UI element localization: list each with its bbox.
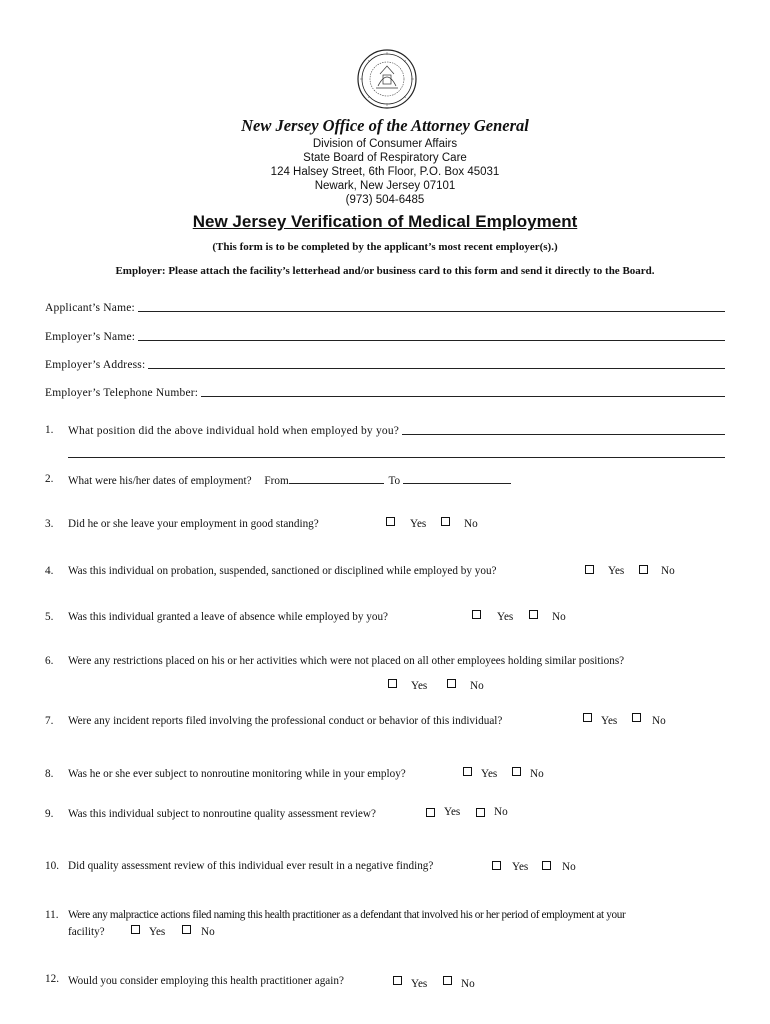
question-3-no-label: No [464, 518, 478, 530]
question-11-yes-label: Yes [149, 926, 166, 938]
question-6-number: 6. [45, 655, 54, 667]
question-5-no-checkbox[interactable] [529, 610, 538, 619]
question-2-text: What were his/her dates of employment? [68, 475, 252, 487]
question-9-yes-label: Yes [444, 806, 461, 818]
address-line-city: Newark, New Jersey 07101 [314, 180, 456, 192]
employer-address-field[interactable] [45, 357, 725, 371]
employer-phone-label: Employer’s Telephone Number: [45, 387, 199, 399]
question-6-no-checkbox[interactable] [447, 679, 456, 688]
question-7-number: 7. [45, 715, 54, 727]
question-12-no-checkbox[interactable] [443, 976, 452, 985]
applicant-name-field[interactable] [45, 300, 725, 314]
question-12-text: Would you consider employing this health practitioner again? [68, 975, 344, 987]
question-9-number: 9. [45, 808, 54, 820]
question-6-text: Were any restrictions placed on his or her activities which were not placed on all other employees holding similar positions? [68, 655, 625, 667]
question-11-yes-checkbox[interactable] [131, 925, 140, 934]
question-4-no-label: No [661, 565, 675, 577]
question-3-no-checkbox[interactable] [441, 517, 450, 526]
question-3-number: 3. [45, 518, 54, 530]
question-1-answer-line-2[interactable] [68, 457, 725, 458]
question-10-text: Did quality assessment review of this individual ever result in a negative finding? [68, 860, 434, 872]
question-9-no-label: No [494, 806, 508, 818]
question-11-no-label: No [201, 926, 215, 938]
question-10-yes-checkbox[interactable] [492, 861, 501, 870]
question-1-text: What position did the above individual hold when employed by you? [68, 425, 400, 437]
employer-phone-input[interactable] [201, 385, 725, 397]
question-4-number: 4. [45, 565, 54, 577]
question-10-no-checkbox[interactable] [542, 861, 551, 870]
question-4-yes-checkbox[interactable] [585, 565, 594, 574]
form-note-employer: Employer: Please attach the facility’s letterhead and/or business card to this form and send it directly to the Board. [115, 265, 655, 277]
employment-to-input[interactable] [403, 473, 511, 484]
address-line-division: Division of Consumer Affairs [312, 138, 458, 150]
applicant-name-label: Applicant’s Name: [45, 302, 135, 314]
question-1-number: 1. [45, 424, 54, 436]
question-2-to-label: To [388, 475, 401, 487]
question-8-yes-checkbox[interactable] [463, 767, 472, 776]
question-7-yes-checkbox[interactable] [583, 713, 592, 722]
question-1-answer-input[interactable] [402, 423, 725, 435]
question-8-no-label: No [530, 768, 544, 780]
question-5-text: Was this individual granted a leave of absence while employed by you? [68, 611, 389, 623]
question-8-number: 8. [45, 768, 54, 780]
question-8-yes-label: Yes [481, 768, 498, 780]
question-3-text: Did he or she leave your employment in good standing? [68, 518, 319, 530]
applicant-name-input[interactable] [138, 300, 725, 312]
question-11-no-checkbox[interactable] [182, 925, 191, 934]
question-11-text-continued: facility? [68, 926, 105, 938]
question-5-no-label: No [552, 611, 566, 623]
question-10-yes-label: Yes [512, 861, 529, 873]
question-7-yes-label: Yes [601, 715, 618, 727]
form-note-applicant: (This form is to be completed by the applicant’s most recent employer(s).) [212, 241, 558, 253]
question-12-no-label: No [461, 978, 475, 990]
question-3-yes-checkbox[interactable] [386, 517, 395, 526]
question-2-number: 2. [45, 473, 54, 485]
employer-address-label: Employer’s Address: [45, 359, 146, 371]
question-8-text: Was he or she ever subject to nonroutine monitoring while in your employ? [68, 768, 406, 780]
question-8-no-checkbox[interactable] [512, 767, 521, 776]
question-4-no-checkbox[interactable] [639, 565, 648, 574]
question-2-row [68, 473, 511, 487]
question-9-text: Was this individual subject to nonroutine quality assessment review? [68, 808, 376, 820]
question-10-number: 10. [45, 860, 59, 872]
question-11-text: Were any malpractice actions filed naming this health practitioner as a defendant that involved his or her period of employment at your [68, 909, 626, 921]
question-2-from-label: From [264, 475, 289, 487]
question-4-yes-label: Yes [608, 565, 625, 577]
employer-name-input[interactable] [138, 329, 725, 341]
question-3-yes-label: Yes [410, 518, 427, 530]
question-7-text: Were any incident reports filed involving the professional conduct or behavior of this individual? [68, 715, 503, 727]
question-6-no-label: No [470, 680, 484, 692]
question-4-text: Was this individual on probation, suspended, sanctioned or disciplined while employed by you? [68, 565, 497, 577]
form-title: New Jersey Verification of Medical Employment [192, 212, 578, 231]
question-5-yes-checkbox[interactable] [472, 610, 481, 619]
question-12-number: 12. [45, 973, 59, 985]
question-12-yes-label: Yes [411, 978, 428, 990]
address-line-phone: (973) 504-6485 [345, 194, 425, 206]
question-7-no-checkbox[interactable] [632, 713, 641, 722]
employer-name-label: Employer’s Name: [45, 331, 136, 343]
question-12-yes-checkbox[interactable] [393, 976, 402, 985]
address-line-street: 124 Halsey Street, 6th Floor, P.O. Box 45031 [270, 166, 500, 178]
question-7-no-label: No [652, 715, 666, 727]
employer-name-field[interactable] [45, 329, 725, 343]
question-6-yes-label: Yes [411, 680, 428, 692]
question-9-no-checkbox[interactable] [476, 808, 485, 817]
question-5-yes-label: Yes [497, 611, 514, 623]
employer-address-input[interactable] [148, 357, 725, 369]
question-5-number: 5. [45, 611, 54, 623]
question-10-no-label: No [562, 861, 576, 873]
agency-title: New Jersey Office of the Attorney General [241, 116, 529, 135]
question-9-yes-checkbox[interactable] [426, 808, 435, 817]
employer-phone-field[interactable] [45, 385, 725, 399]
question-11-number: 11. [45, 909, 59, 921]
question-1-field[interactable] [68, 423, 725, 437]
state-seal-logo [356, 48, 418, 110]
question-6-yes-checkbox[interactable] [388, 679, 397, 688]
address-line-board: State Board of Respiratory Care [303, 152, 467, 164]
employment-from-input[interactable] [289, 473, 384, 484]
